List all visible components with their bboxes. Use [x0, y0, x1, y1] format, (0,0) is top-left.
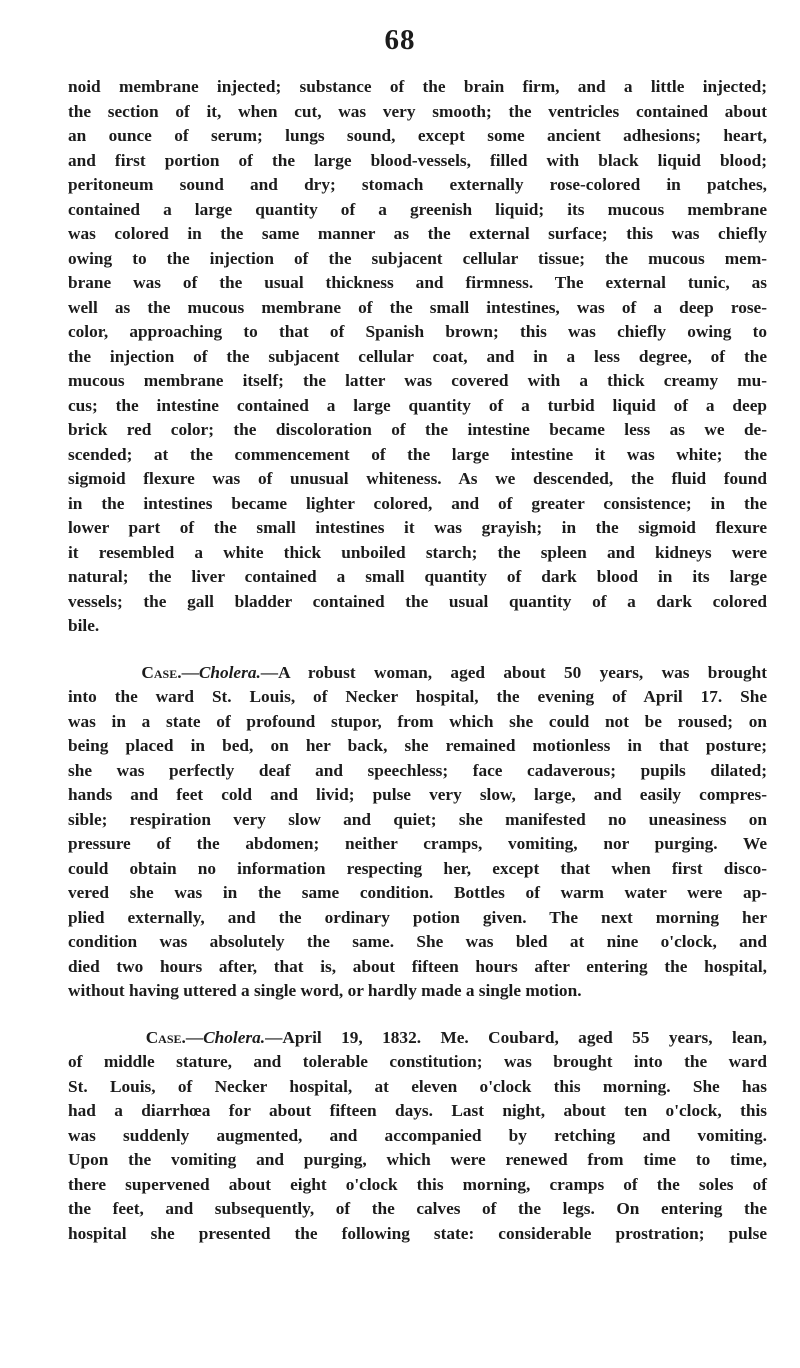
text-line: Upon the vomiting and purging, which were renewed from time to time,: [68, 1150, 767, 1169]
text-line: into the ward St. Louis, of Necker hospital, the evening of April 17. She: [68, 687, 767, 706]
text-line: mucous membrane itself; the latter was covered with a thick creamy mu-: [68, 371, 767, 390]
text-line: plied externally, and the ordinary potion given. The next morning her: [68, 907, 767, 927]
text-line: scended; at the commencement of the large intestine it was white; the: [68, 444, 767, 464]
text-line: there supervened about eight o'clock this morning, cramps of the soles of: [68, 1174, 767, 1194]
text-line: and first portion of the large blood-vessels, filled with black liquid blood;: [68, 150, 767, 170]
text-line: natural; the liver contained a small quantity of dark blood in its large: [68, 567, 767, 586]
case-paragraph: [68, 1026, 767, 1247]
text-line: sigmoid flexure was of unusual whiteness. As we descended, the fluid found: [68, 469, 767, 488]
text-line: was colored in the same manner as the external surface; this was chiefly: [68, 224, 767, 243]
body-text: [68, 75, 767, 1246]
text-line: sible; respiration very slow and quiet; she manifested no uneasiness on: [68, 809, 767, 829]
text-line: brane was of the usual thickness and firmness. The external tunic, as: [68, 273, 767, 292]
text-line: was in a state of profound stupor, from which she could not be roused; on: [68, 711, 767, 731]
text-line: pressure of the abdomen; neither cramps, vomiting, nor purging. We: [68, 834, 767, 853]
text-line: the injection of the subjacent cellular coat, and in a less degree, of the: [68, 346, 767, 366]
text-line: died two hours after, that is, about fifteen hours after entering the hospital,: [68, 956, 767, 976]
text-line: hospital she presented the following state: considerable prostration; pulse: [68, 1223, 767, 1243]
text-line: of middle stature, and tolerable constitution; was brought into the ward: [68, 1052, 767, 1071]
text-line: color, approaching to that of Spanish brown; this was chiefly owing to: [68, 322, 767, 341]
case-paragraph: [68, 661, 767, 1004]
text-line: had a diarrhœa for about fifteen days. Last night, about ten o'clock, this: [68, 1101, 767, 1120]
text-line: St. Louis, of Necker hospital, at eleven o'clock this morning. She has: [68, 1076, 767, 1096]
text-line: bile.: [68, 616, 100, 635]
case-subject: Cholera.: [198, 662, 261, 682]
text-line: vessels; the gall bladder contained the usual quantity of a dark colored: [68, 591, 767, 611]
text-line: could obtain no information respecting her, except that when first disco-: [68, 858, 767, 878]
em-dash: —: [185, 1027, 204, 1047]
text-line: hands and feet cold and livid; pulse very slow, large, and easily compres-: [68, 785, 767, 804]
text-line: noid membrane injected; substance of the brain firm, and a little injected;: [68, 77, 767, 96]
text-line: in the intestines became lighter colored, and of greater consistence; in the: [68, 493, 767, 513]
em-dash: —: [181, 662, 199, 682]
text-line: an ounce of serum; lungs sound, except some ancient adhesions; heart,: [68, 126, 767, 145]
text-line: well as the mucous membrane of the small intestines, was of a deep rose-: [68, 297, 767, 317]
text-line: the feet, and subsequently, of the calves of the legs. On entering the: [68, 1199, 767, 1218]
paragraph-spacer: [68, 639, 767, 661]
case-subject: Cholera.: [203, 1027, 266, 1047]
text-line: cus; the intestine contained a large quantity of a turbid liquid of a deep: [68, 395, 767, 415]
text-line: it resembled a white thick unboiled starch; the spleen and kidneys were: [68, 542, 767, 562]
text-line: lower part of the small intestines it was grayish; in the sigmoid flexure: [68, 518, 767, 537]
text-line: without having uttered a single word, or hardly made a single motion.: [68, 981, 582, 1000]
case-label: Case.: [145, 1027, 186, 1047]
text-line: brick red color; the discoloration of the intestine became less as we de-: [68, 420, 767, 439]
paragraph-spacer: [68, 1004, 767, 1026]
text-line: owing to the injection of the subjacent cellular tissue; the mucous mem-: [68, 248, 767, 268]
text-line: she was perfectly deaf and speechless; face cadaverous; pupils dilated;: [68, 760, 767, 780]
text-line: vered she was in the same condition. Bottles of warm water were ap-: [68, 883, 767, 902]
text-line: the section of it, when cut, was very smooth; the ventricles contained about: [68, 101, 767, 121]
text-line: was suddenly augmented, and accompanied by retching and vomiting.: [68, 1125, 767, 1145]
case-heading-line: [68, 1026, 767, 1051]
case-label: Case.: [141, 662, 182, 682]
autopsy-paragraph: [68, 75, 767, 639]
case-heading-line: [68, 661, 767, 686]
text-line: being placed in bed, on her back, she remained motionless in that posture;: [68, 736, 767, 755]
case-heading-rest: —April 19, 1832. Me. Coubard, aged 55 years, lean,: [265, 1027, 767, 1047]
text-line: contained a large quantity of a greenish liquid; its mucous membrane: [68, 199, 767, 219]
page-number: 68: [384, 24, 416, 56]
text-line: condition was absolutely the same. She was bled at nine o'clock, and: [68, 932, 767, 951]
case-heading-rest: —A robust woman, aged about 50 years, was brought: [260, 662, 768, 682]
text-line: peritoneum sound and dry; stomach externally rose-colored in patches,: [68, 175, 767, 194]
